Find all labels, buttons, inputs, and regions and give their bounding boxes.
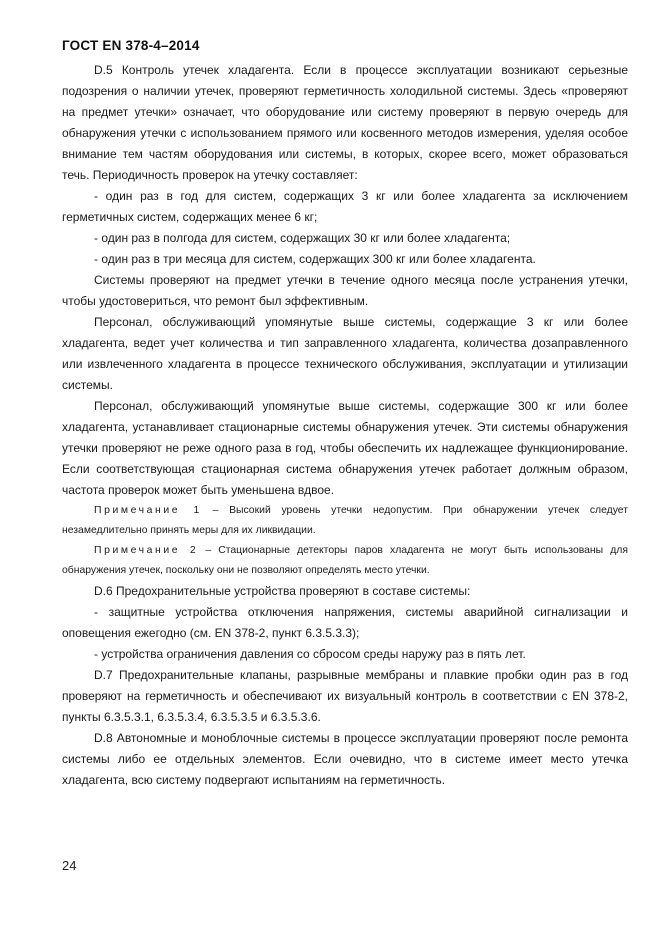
paragraph-recheck: Системы проверяют на предмет утечки в течение одного месяца после устранения утечки, чтобы удостовериться, что ремонт был эффективным.: [62, 273, 628, 308]
note-1-label: Примечание 1: [94, 505, 202, 516]
page-number: 24: [62, 858, 77, 873]
note-1-text: – Высокий уровень утечки недопустим. При обнаружении утечек следует незамедлительно принять меры для их ликвидации.: [62, 505, 628, 536]
list-item-quarterly: - один раз в три месяца для систем, содержащих 300 кг или более хладагента.: [94, 252, 536, 266]
list-item-pressure-limiters: - устройства ограничения давления со сбросом среды наружу раз в пять лет.: [94, 647, 526, 661]
paragraph-d6: D.6 Предохранительные устройства проверяют в составе системы:: [94, 584, 471, 598]
document-body: [62, 60, 628, 791]
standard-code-header: ГОСТ EN 378-4–2014: [62, 38, 200, 53]
paragraph-d8: D.8 Автономные и моноблочные системы в процессе эксплуатации проверяют после ремонта системы либо ее отдельных элементов. Если очевидно, что в системе имеет место утечка хладагента, всю систему подвергают испытаниям на герметичность.: [62, 731, 628, 787]
note-1: [62, 501, 628, 541]
note-2-label: Примечание 2: [94, 545, 199, 556]
paragraph-personnel-detection: Персонал, обслуживающий упомянутые выше системы, содержащие 300 кг или более хладагента, устанавливает стационарные системы обнаружения утечек. Эти системы обнаружения утечки проверяют не реже одного раза в год, чтобы обеспечить их надлежащее функционирование. Если соответствующая стационарная система обнаружения утечек работает должным образом, частота проверок может быть уменьшена вдвое.: [62, 399, 628, 497]
paragraph-d7: D.7 Предохранительные клапаны, разрывные мембраны и плавкие пробки один раз в год проверяют на герметичность и обеспечивают их визуальный контроль в соответствии с EN 378-2, пункты 6.3.5.3.1, 6.3.5.3.4, 6.3.5.3.5 и 6.3.5.3.6.: [62, 668, 628, 724]
paragraph-d5: D.5 Контроль утечек хладагента. Если в процессе эксплуатации возникают серьезные подозрения о наличии утечек, проверяют герметичность холодильной системы. Здесь «проверяют на предмет утечки» означает, что оборудование или систему проверяют в первую очередь для обнаружения утечки с использованием прямого или косвенного методов измерения, уделяя особое внимание тем частям оборудования или системы, в которых, скорее всего, может образоваться течь. Периодичность проверок на утечку составляет:: [62, 63, 628, 182]
note-2: [62, 541, 628, 581]
list-item-protective-devices: - защитные устройства отключения напряжения, системы аварийной сигнализации и оповещения ежегодно (см. EN 378-2, пункт 6.3.5.3.3);: [62, 605, 628, 640]
list-item-annual: - один раз в год для систем, содержащих 3 кг или более хладагента за исключением герметичных систем, содержащих менее 6 кг;: [62, 189, 628, 224]
list-item-semiannual: - один раз в полгода для систем, содержащих 30 кг или более хладагента;: [94, 231, 511, 245]
paragraph-personnel-records: Персонал, обслуживающий упомянутые выше системы, содержащие 3 кг или более хладагента, ведет учет количества и тип заправленного хладагента, количества дозаправленного или извлеченного хладагента в процессе технического обслуживания, эксплуатации и утилизации системы.: [62, 315, 628, 392]
note-2-text: – Стационарные детекторы паров хладагента не могут быть использованы для обнаружения утечек, поскольку они не позволяют определять место утечки.: [62, 545, 628, 576]
